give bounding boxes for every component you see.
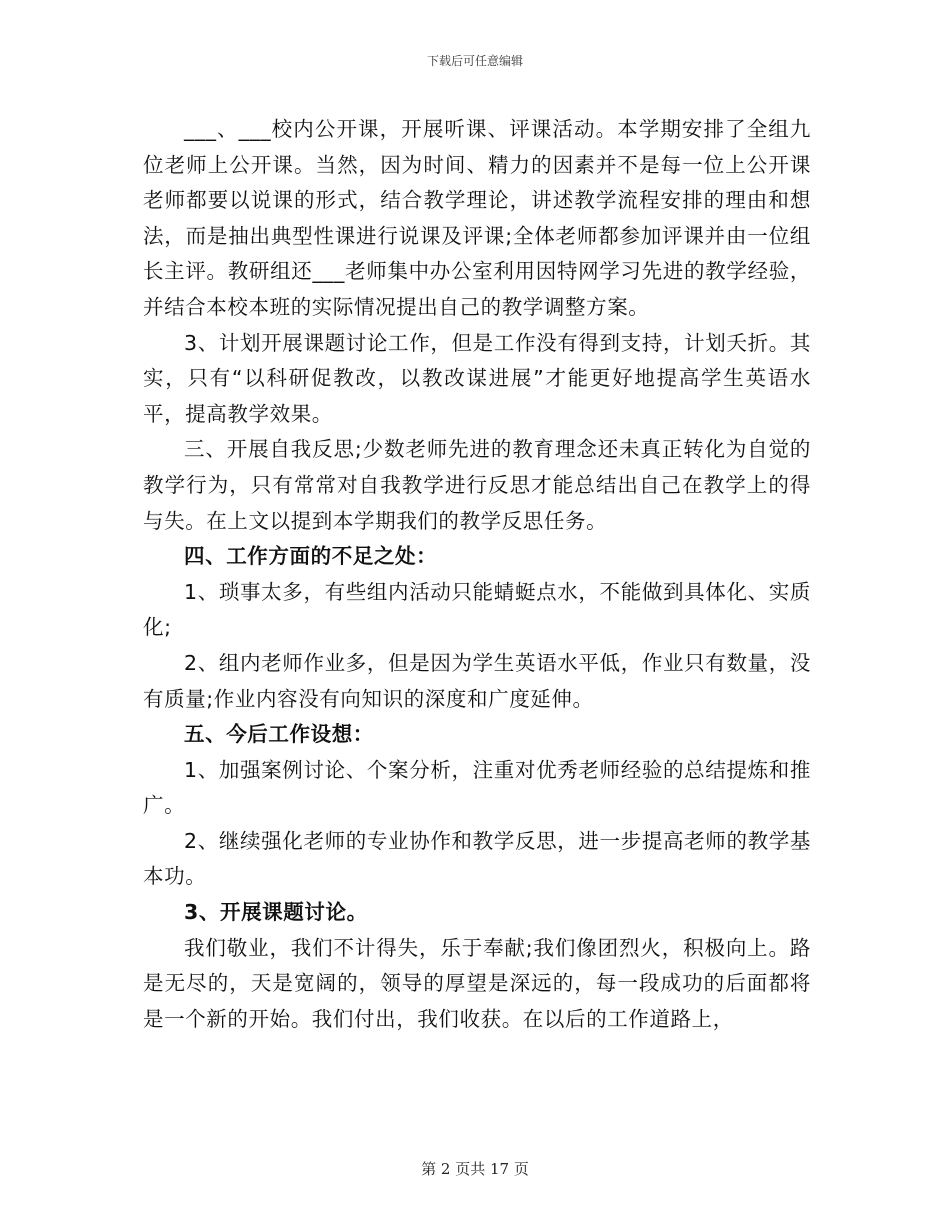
paragraph-research-plan: 3、计划开展课题讨论工作，但是工作没有得到支持，计划夭折。其实，只有“以科研促教改，以教改谋进展”才能更好地提高学生英语水平，提高教学效果。 <box>143 330 811 426</box>
document-body <box>143 112 811 1037</box>
paragraph-plan-1: 1、加强案例讨论、个案分析，注重对优秀老师经验的总结提炼和推广。 <box>143 757 811 818</box>
page-header: 下载后可任意编辑 <box>426 54 523 68</box>
paragraph-shortcoming-1: 1、琐事太多，有些组内活动只能蜻蜓点水，不能做到具体化、实质化; <box>143 579 811 640</box>
paragraph-open-classes: ___、___校内公开课，开展听课、评课活动。本学期安排了全组九位老师上公开课。当然，因为时间、精力的因素并不是每一位上公开课老师都要以说课的形式，结合教学理论，讲述教学流程安排的理由和想法，而是抽出典型性课进行说课及评课;全体老师都参加评课并由一位组长主评。教研组还___老师集中办公室利用因特网学习先进的教学经验，并结合本校本班的实际情况提出自己的教学调整方案。 <box>143 117 811 319</box>
paragraph-closing: 我们敬业，我们不计得失，乐于奉献;我们像团烈火，积极向上。路是无尽的，天是宽阔的，领导的厚望是深远的，每一段成功的后面都将是一个新的开始。我们付出，我们收获。在以后的工作道路上， <box>143 935 811 1031</box>
section-heading-future-plans: 五、今后工作设想： <box>184 722 374 747</box>
page-number: 第 2 页共 17 页 <box>421 1160 529 1178</box>
section-heading-research: 3、开展课题讨论。 <box>184 900 368 925</box>
section-heading-shortcomings: 四、工作方面的不足之处： <box>184 544 438 569</box>
paragraph-shortcoming-2: 2、组内老师作业多，但是因为学生英语水平低，作业只有数量，没有质量;作业内容没有向知识的深度和广度延伸。 <box>143 650 811 711</box>
paragraph-plan-2: 2、继续强化老师的专业协作和教学反思，进一步提高老师的教学基本功。 <box>143 828 811 889</box>
paragraph-self-reflection: 三、开展自我反思;少数老师先进的教育理念还未真正转化为自觉的教学行为，只有常常对自我教学进行反思才能总结出自己在教学上的得与失。在上文以提到本学期我们的教学反思任务。 <box>143 437 811 533</box>
